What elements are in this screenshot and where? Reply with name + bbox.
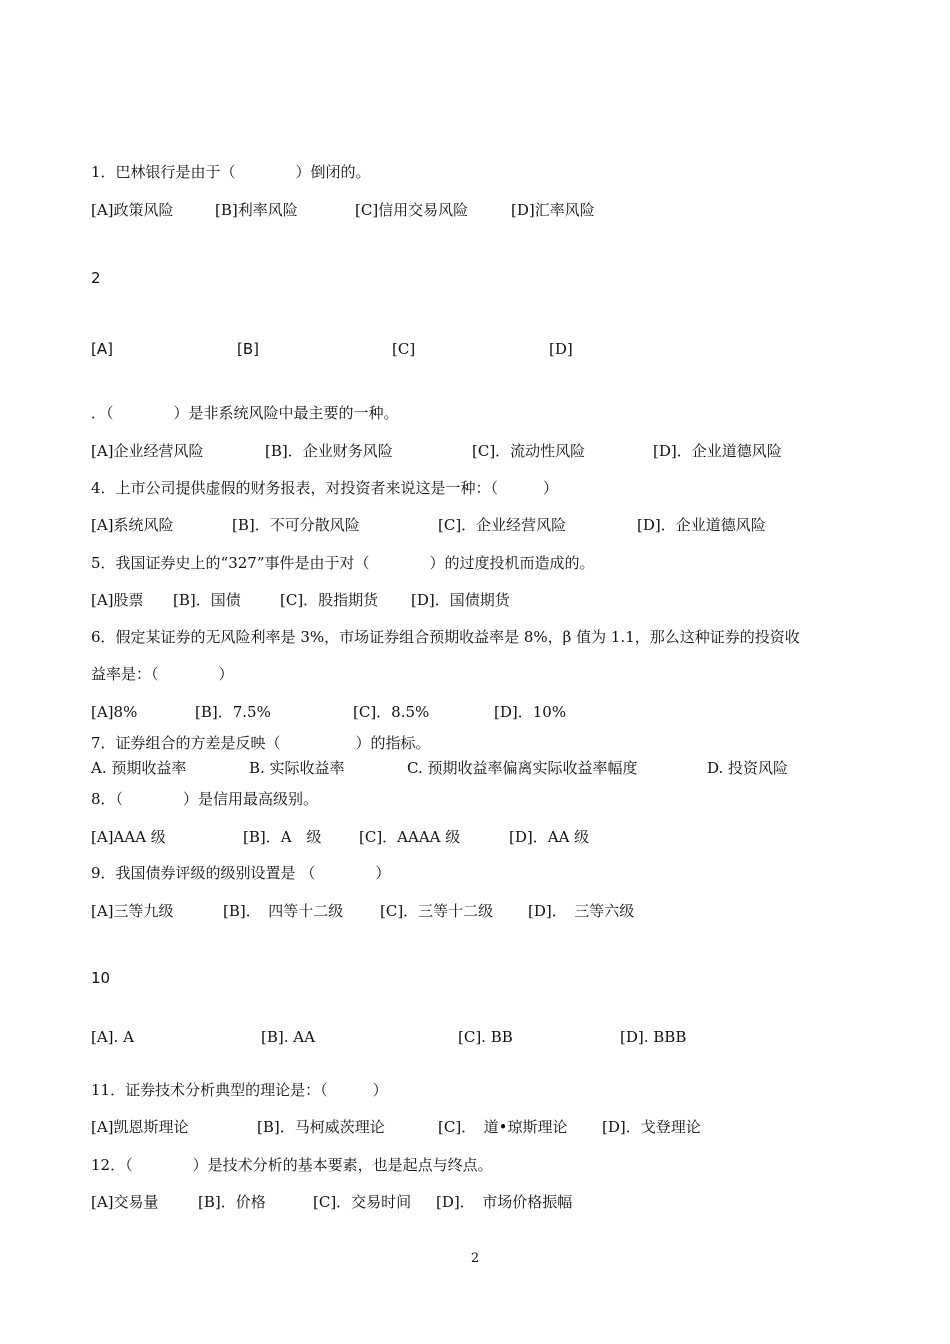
q7-option-d: D. 投资风险 — [707, 759, 789, 777]
q1-option-b: [B]利率风险 — [215, 201, 298, 219]
q10-option-b: [B]. AA — [261, 1028, 315, 1046]
q4-option-c: [C]．企业经营风险 — [438, 516, 567, 534]
question-5: 5．我国证券史上的“327”事件是由于对（ ）的过度投机而造成的。 — [91, 554, 595, 572]
q9-option-a: [A]三等九级 — [91, 902, 174, 920]
q7-option-b: B. 实际收益率 — [249, 759, 345, 777]
q12-option-c: [C]．交易时间 — [313, 1193, 412, 1211]
question-12: 12．（ ）是技术分析的基本要素，也是起点与终点。 — [91, 1156, 493, 1174]
q11-option-b: [B]．马柯威茨理论 — [257, 1118, 385, 1136]
q10-option-c: [C]. BB — [458, 1028, 513, 1046]
q4-option-d: [D]．企业道德风险 — [637, 516, 766, 534]
question-6-line-2: 益率是：（ ） — [91, 665, 234, 683]
q9-option-c: [C]．三等十二级 — [380, 902, 494, 920]
q6-option-d: [D]．10% — [494, 703, 567, 721]
q10-option-a: [A]. A — [91, 1028, 134, 1046]
q12-option-d: [D]． 市场价格振幅 — [436, 1193, 573, 1211]
q5-option-d: [D]．国债期货 — [411, 591, 510, 609]
q3-option-c: [C]．流动性风险 — [472, 442, 586, 460]
q8-option-b: [B]．A 级 — [243, 828, 322, 846]
q1-option-d: [D]汇率风险 — [511, 201, 595, 219]
q6-option-c: [C]．8.5% — [353, 703, 430, 721]
q12-option-b: [B]．价格 — [198, 1193, 266, 1211]
question-3: ．（ ）是非系统风险中最主要的一种。 — [91, 404, 399, 422]
q8-option-d: [D]．AA 级 — [509, 828, 590, 846]
q8-option-c: [C]．AAAA 级 — [359, 828, 461, 846]
q6-option-a: [A]8% — [91, 703, 138, 721]
q7-option-c: C. 预期收益率偏离实际收益率幅度 — [407, 759, 638, 777]
q2-option-c: [C] — [392, 340, 416, 358]
q8-option-a: [A]AAA 级 — [91, 828, 166, 846]
question-4: 4．上市公司提供虚假的财务报表，对投资者来说这是一种：（ ） — [91, 479, 559, 497]
q3-option-a: [A]企业经营风险 — [91, 442, 204, 460]
question-10-number: 10 — [91, 969, 111, 987]
q11-option-c: [C]． 道•琼斯理论 — [438, 1118, 568, 1136]
q12-option-a: [A]交易量 — [91, 1193, 159, 1211]
q7-option-a: A. 预期收益率 — [91, 759, 187, 777]
q10-option-d: [D]. BBB — [620, 1028, 687, 1046]
q4-option-b: [B]．不可分散风险 — [232, 516, 360, 534]
q1-option-a: [A]政策风险 — [91, 201, 174, 219]
question-9: 9．我国债券评级的级别设置是 （ ） — [91, 864, 391, 882]
q9-option-b: [B]． 四等十二级 — [223, 902, 344, 920]
q2-option-d: [D] — [549, 340, 573, 358]
q5-option-b: [B]．国债 — [173, 591, 241, 609]
q4-option-a: [A]系统风险 — [91, 516, 174, 534]
q2-option-b: [B] — [237, 340, 259, 358]
q11-option-a: [A]凯恩斯理论 — [91, 1118, 189, 1136]
q5-option-a: [A]股票 — [91, 591, 144, 609]
question-11: 11．证券技术分析典型的理论是：（ ） — [91, 1081, 388, 1099]
q3-option-b: [B]．企业财务风险 — [265, 442, 393, 460]
question-1: 1．巴林银行是由于（ ）倒闭的。 — [91, 163, 371, 181]
q6-option-b: [B]．7.5% — [195, 703, 271, 721]
page-number: 2 — [470, 1251, 480, 1266]
question-7: 7．证券组合的方差是反映（ ）的指标。 — [91, 734, 431, 752]
question-8: 8．（ ）是信用最高级别。 — [91, 790, 319, 808]
q9-option-d: [D]． 三等六级 — [528, 902, 635, 920]
question-6-line-1: 6．假定某证券的无风险利率是 3%，市场证券组合预期收益率是 8%，β 值为 1.1，那么这种证券的投资收 — [91, 628, 800, 646]
q11-option-d: [D]．戈登理论 — [602, 1118, 701, 1136]
question-2-number: 2 — [91, 269, 101, 287]
q1-option-c: [C]信用交易风险 — [355, 201, 469, 219]
q5-option-c: [C]．股指期货 — [280, 591, 379, 609]
q2-option-a: [A] — [91, 340, 113, 358]
q3-option-d: [D]．企业道德风险 — [653, 442, 782, 460]
